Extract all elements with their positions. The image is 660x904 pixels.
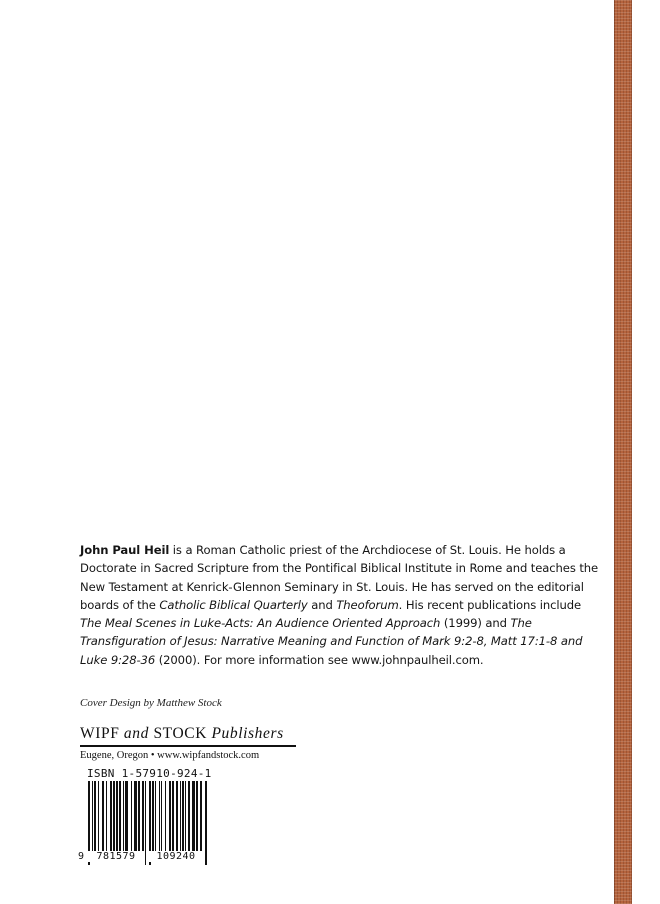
barcode-bar bbox=[182, 781, 184, 851]
barcode-bar bbox=[159, 781, 160, 851]
book-spine-edge bbox=[614, 0, 632, 904]
isbn-label: ISBN 1-57910-924-1 bbox=[87, 767, 212, 780]
barcode-bar bbox=[138, 781, 140, 851]
publisher-location: Eugene, Oregon • www.wipfandstock.com bbox=[80, 749, 260, 761]
barcode-bar bbox=[200, 781, 202, 851]
barcode-bar bbox=[94, 781, 96, 851]
barcode-bar bbox=[92, 781, 93, 851]
publisher-block bbox=[80, 725, 296, 763]
barcode-bar bbox=[116, 781, 118, 851]
bio-text-2: . His recent publications include bbox=[398, 597, 582, 612]
bio-text-year1: (1999) and bbox=[440, 616, 511, 631]
barcode-right-digits: 109240 bbox=[148, 851, 204, 862]
barcode-bar bbox=[155, 781, 156, 851]
publisher-name-wipf: WIPF bbox=[80, 725, 124, 742]
barcode-first-digit: 9 bbox=[78, 851, 85, 862]
bio-text-and: and bbox=[307, 597, 337, 612]
journal-title-1: Catholic Biblical Quarterly bbox=[159, 597, 308, 612]
barcode-bar bbox=[102, 781, 104, 851]
bio-text-year2: (2000). For more information see www.johnpaulheil.com. bbox=[155, 652, 484, 667]
barcode-bar bbox=[192, 781, 195, 851]
publisher-name bbox=[80, 725, 296, 743]
barcode-bar bbox=[169, 781, 171, 851]
book-title-1: The Meal Scenes in Luke-Acts: An Audience Oriented Approach bbox=[80, 616, 441, 631]
barcode-bar bbox=[106, 781, 107, 851]
book-title-2: The Transfiguration of Jesus: Narrative Meaning and Function of Mark 9:2-8, Matt 17:1-8 and Luke 9:28-36 bbox=[80, 616, 583, 667]
publisher-name-publishers: Publishers bbox=[211, 725, 284, 742]
publisher-name-stock: STOCK bbox=[148, 725, 212, 742]
bio-text-1: is a Roman Catholic priest of the Archdiocese of St. Louis. He holds a Doctorate in Sacred Scripture from the Pontifical Biblical Institute in Rome and teaches the New Testament at Kenrick-Glennon Seminary in St. Louis. He has served on the editorial boards of the bbox=[80, 543, 599, 612]
barcode-bar bbox=[110, 781, 112, 851]
journal-title-2: Theoforum bbox=[336, 597, 399, 612]
barcode-bar bbox=[180, 781, 181, 851]
author-bio bbox=[80, 541, 600, 669]
barcode-bar bbox=[119, 781, 121, 851]
barcode-digits bbox=[78, 851, 208, 862]
barcode-bar bbox=[172, 781, 174, 851]
barcode-bar bbox=[113, 781, 115, 851]
barcode-bar bbox=[188, 781, 190, 851]
barcode-left-digits: 781579 bbox=[88, 851, 144, 862]
publisher-divider bbox=[80, 745, 296, 747]
barcode-bar bbox=[176, 781, 178, 851]
barcode-bar bbox=[98, 781, 99, 851]
barcode-bar bbox=[142, 781, 144, 851]
barcode-bar bbox=[123, 781, 124, 851]
barcode-bar bbox=[134, 781, 137, 851]
author-name: John Paul Heil bbox=[80, 543, 170, 557]
barcode-bar bbox=[125, 781, 128, 851]
publisher-name-and: and bbox=[123, 725, 149, 742]
barcode-bar bbox=[131, 781, 132, 851]
barcode-bar bbox=[196, 781, 198, 851]
barcode-bar bbox=[165, 781, 166, 851]
barcode-bar bbox=[185, 781, 186, 851]
cover-design-credit: Cover Design by Matthew Stock bbox=[80, 697, 222, 709]
barcode-bar bbox=[161, 781, 162, 851]
barcode-bar bbox=[152, 781, 154, 851]
